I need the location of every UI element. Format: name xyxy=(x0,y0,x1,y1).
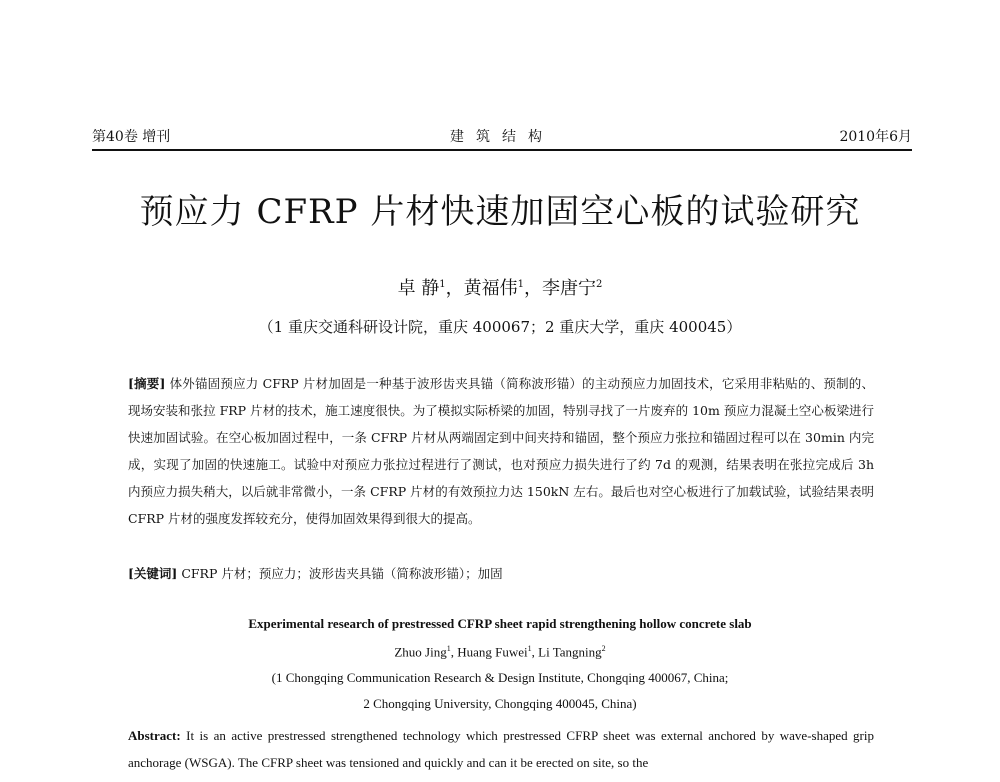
issue-date: 2010年6月 xyxy=(839,129,912,145)
author-affil-mark: 1 xyxy=(517,279,525,290)
journal-volume: 第40卷 增刊 xyxy=(92,129,171,145)
author-separator: , xyxy=(531,644,539,660)
author-separator: ， xyxy=(445,278,464,299)
author-affil-mark: 1 xyxy=(527,644,532,653)
abstract-text: 体外锚固预应力 CFRP 片材加固是一种基于波形齿夹具锚（简称波形锚）的主动预应力加固技术，它采用非粘贴的、预制的、现场安装和张拉 FRP 片材的技术，施工速度很快。为了模拟实际桥梁的加固，特别寻找了一片废弃的 10m 预应力混凝土空心板梁进行快速加固试验。在空心板加固过程中，一条 CFRP 片材从两端固定到中间夹持和锚固，整个预应力张拉和锚固过程可以在 30min 内完成，实现了加固的快速施工。试验中对预应力张拉过程进行了测试，也对预应力损失进行了约 7d 的观测，结果表明在张拉完成后 3h 内预应力损失稍大，以后就非常微小，一条 CFRP 片材的有效预拉力达 150kN 左右。最后也对空心板进行了加载试验，试验结果表明 CFRP 片材的强度发挥较充分，使得加固效果得到很大的提高。 xyxy=(128,376,874,526)
affiliation: （1 重庆交通科研设计院，重庆 400067；2 重庆大学，重庆 400045） xyxy=(258,318,742,336)
author-name: Zhuo Jing xyxy=(394,644,447,660)
header-rule xyxy=(92,149,912,151)
author-affil-mark: 1 xyxy=(439,279,446,290)
chinese-keywords xyxy=(128,560,874,587)
author-name: 李唐宁 xyxy=(542,278,597,299)
english-affiliation-1: (1 Chongqing Communication Research & Design Institute, Chongqing 400067, China; xyxy=(271,670,729,685)
english-author-line xyxy=(0,644,1000,660)
keywords-text: CFRP 片材；预应力；波形齿夹具锚（简称波形锚）；加固 xyxy=(177,566,503,581)
abstract-label: [摘要] xyxy=(128,376,166,391)
running-header xyxy=(92,126,912,148)
english-affiliation-2: 2 Chongqing University, Chongqing 400045, China) xyxy=(363,696,637,711)
author-affil-mark: 2 xyxy=(596,279,603,290)
english-abstract xyxy=(128,722,874,782)
abstract-text: It is an active prestressed strengthened technology which prestressed CFRP sheet was external anchored by wave-shaped grip anchorage (WSGA). The CFRP sheet was tensioned and quickly and can it be erected on site, so the xyxy=(128,728,874,770)
author-name: 卓 静 xyxy=(397,278,440,299)
chinese-abstract xyxy=(128,370,874,532)
paper-title: 预应力 CFRP 片材快速加固空心板的试验研究 xyxy=(139,192,861,232)
english-title: Experimental research of prestressed CFRP sheet rapid strengthening hollow concrete slab xyxy=(248,616,752,631)
author-name: Huang Fuwei xyxy=(457,644,528,660)
abstract-label: Abstract: xyxy=(128,728,181,743)
author-affil-mark: 2 xyxy=(601,644,606,653)
author-affil-mark: 1 xyxy=(446,644,451,653)
author-name: Li Tangning xyxy=(538,644,602,660)
journal-name: 建筑结构 xyxy=(450,129,554,145)
author-separator: ， xyxy=(524,278,543,299)
keywords-label: [关键词] xyxy=(128,566,178,581)
author-name: 黄福伟 xyxy=(463,278,518,299)
author-line xyxy=(0,274,1000,300)
author-separator: , xyxy=(450,644,458,660)
